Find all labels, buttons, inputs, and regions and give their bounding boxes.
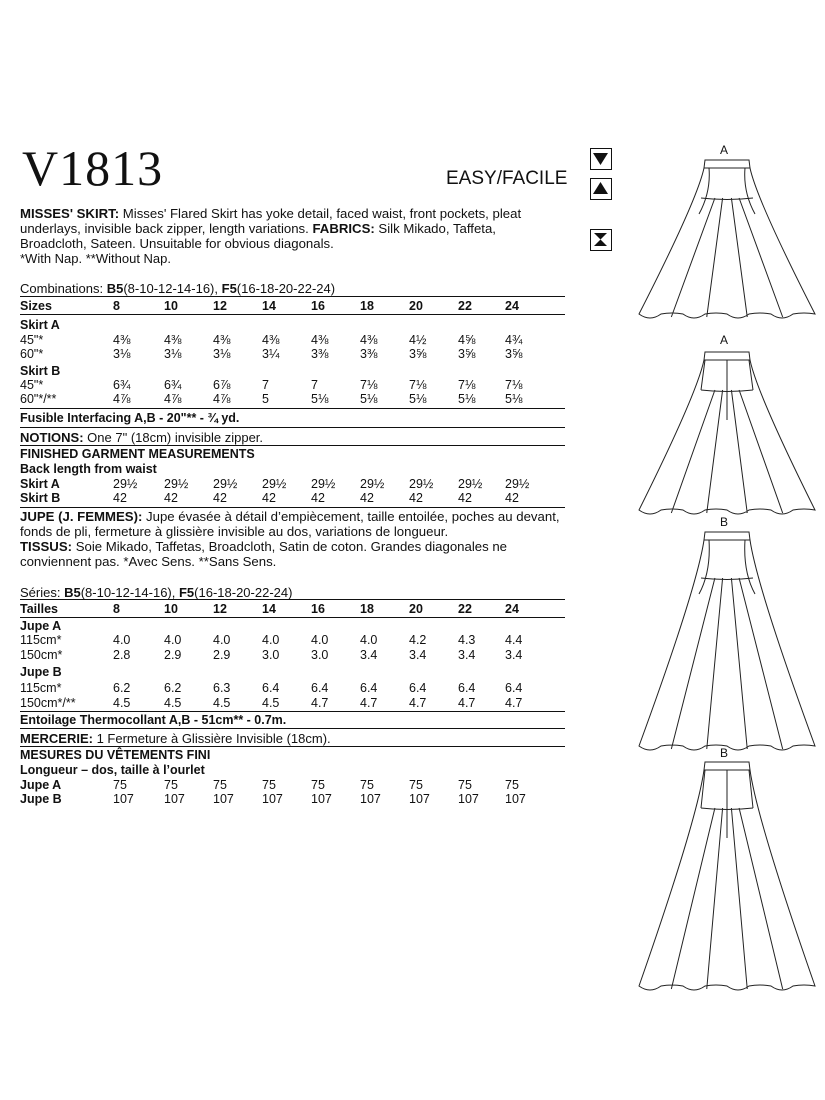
table-cell: 6⅞ <box>213 378 231 392</box>
sketch-label: B <box>719 746 728 760</box>
table-cell: 42 <box>360 491 374 505</box>
table-cell: 3⅝ <box>458 347 476 361</box>
table-cell: 4.0 <box>164 633 182 647</box>
tailles-header-row <box>20 602 565 616</box>
divider <box>20 711 565 712</box>
table-cell: 75 <box>409 778 423 792</box>
table-cell: 2.9 <box>164 648 182 662</box>
table-cell: 7⅛ <box>409 378 427 392</box>
table-cell: 3⅜ <box>360 347 378 361</box>
table-row <box>20 477 565 491</box>
mesures-heading-text: MESURES DU VÊTEMENTS FINI <box>20 748 211 762</box>
skirt-b-label-text: Skirt B <box>20 364 61 378</box>
table-cell: 29½ <box>213 477 238 491</box>
longueur-label-text: Longueur – dos, taille à l’ourlet <box>20 763 205 777</box>
nap-note: *With Nap. **Without Nap. <box>20 251 172 266</box>
table-cell: 3⅛ <box>113 347 131 361</box>
table-row <box>20 491 565 505</box>
table-cell: 4.5 <box>262 696 280 710</box>
nap-up-icon <box>590 178 612 200</box>
table-cell: 6.4 <box>360 681 378 695</box>
longueur-label <box>20 763 565 777</box>
table-cell: 75 <box>360 778 374 792</box>
table-cell: 6.4 <box>311 681 329 695</box>
skirt-sketch <box>632 530 822 760</box>
table-cell: 20 <box>409 299 423 313</box>
skirt-sketch <box>632 760 822 1000</box>
french-description: JUPE (J. FEMMES): Jupe évasée à détail d’empiècement, taille entoilée, poches au devant, fonds de pli, fermeture à glissière invisible au dos, variations de longueur. <box>20 509 560 539</box>
row-label: 45"* <box>20 333 44 347</box>
table-cell: 4.5 <box>213 696 231 710</box>
table-cell: 8 <box>113 299 120 313</box>
table-cell: 6.4 <box>262 681 280 695</box>
table-cell: 4.7 <box>409 696 427 710</box>
table-cell: 75 <box>458 778 472 792</box>
row-label: Tailles <box>20 602 58 616</box>
table-cell: 4⅜ <box>311 333 329 347</box>
row-label: 115cm* <box>20 681 62 695</box>
french-fabrics: TISSUS: Soie Mikado, Taffetas, Broadcloth, Satin de coton. Grandes diagonales ne conviennent pas. *Avec Sens. **Sans Sens. <box>20 539 508 569</box>
table-cell: 7⅛ <box>360 378 378 392</box>
table-cell: 6¾ <box>113 378 131 392</box>
table-row <box>20 333 565 347</box>
table-cell: 6.3 <box>213 681 231 695</box>
table-cell: 5⅛ <box>311 392 329 406</box>
table-cell: 3⅜ <box>311 347 329 361</box>
sketch-label: B <box>719 515 728 529</box>
table-cell: 6¾ <box>164 378 182 392</box>
table-cell: 29½ <box>458 477 483 491</box>
table-cell: 3⅝ <box>409 347 427 361</box>
back-length-label <box>20 462 565 476</box>
table-cell: 7 <box>311 378 318 392</box>
table-cell: 29½ <box>164 477 189 491</box>
table-cell: 29½ <box>262 477 287 491</box>
table-cell: 42 <box>409 491 423 505</box>
table-cell: 75 <box>262 778 276 792</box>
table-cell: 42 <box>262 491 276 505</box>
table-cell: 4.7 <box>505 696 523 710</box>
divider <box>20 408 565 409</box>
row-label: Sizes <box>20 299 52 313</box>
table-row <box>20 392 565 406</box>
mesures-heading <box>20 748 565 762</box>
table-cell: 4⅞ <box>213 392 231 406</box>
table-cell: 10 <box>164 602 178 616</box>
table-cell: 107 <box>505 792 526 806</box>
interfacing-line-text: Fusible Interfacing A,B - 20"** - ¾ yd. <box>20 411 240 425</box>
hourglass-icon <box>590 229 612 251</box>
row-label: 150cm*/** <box>20 696 76 710</box>
nap-down-icon <box>590 148 612 170</box>
table-cell: 75 <box>505 778 519 792</box>
row-label: Jupe A <box>20 778 62 792</box>
table-cell: 4.3 <box>458 633 476 647</box>
table-cell: 3.4 <box>360 648 378 662</box>
table-cell: 3⅝ <box>505 347 523 361</box>
table-cell: 3.4 <box>505 648 523 662</box>
table-row <box>20 378 565 392</box>
table-cell: 4⅞ <box>164 392 182 406</box>
table-cell: 3¼ <box>262 347 280 361</box>
row-label: Skirt A <box>20 477 60 491</box>
table-cell: 3.0 <box>311 648 329 662</box>
table-cell: 29½ <box>360 477 385 491</box>
table-cell: 7 <box>262 378 269 392</box>
table-cell: 75 <box>311 778 325 792</box>
jupe-b-label <box>20 665 565 679</box>
table-cell: 4.0 <box>360 633 378 647</box>
table-cell: 107 <box>458 792 479 806</box>
notions-line: NOTIONS: One 7" (18cm) invisible zipper. <box>20 430 264 445</box>
table-cell: 16 <box>311 602 325 616</box>
table-cell: 107 <box>164 792 185 806</box>
row-label: 45"* <box>20 378 44 392</box>
table-cell: 22 <box>458 602 472 616</box>
skirt-sketch <box>632 350 822 524</box>
skirt-b-label <box>20 364 565 378</box>
table-cell: 10 <box>164 299 178 313</box>
entoilage-line-text: Entoilage Thermocollant A,B - 51cm** - 0.7m. <box>20 713 287 727</box>
skirt-a-label <box>20 318 565 332</box>
table-cell: 3⅛ <box>164 347 182 361</box>
row-label: 60"*/** <box>20 392 57 406</box>
table-cell: 3⅛ <box>213 347 231 361</box>
table-cell: 4.0 <box>213 633 231 647</box>
table-cell: 4⅝ <box>458 333 476 347</box>
jupe-a-label <box>20 619 565 633</box>
jupe-a-label-text: Jupe A <box>20 619 62 633</box>
table-cell: 3.0 <box>262 648 280 662</box>
table-cell: 107 <box>360 792 381 806</box>
table-cell: 18 <box>360 602 374 616</box>
table-cell: 2.9 <box>213 648 231 662</box>
series-line: Séries: B5(8-10-12-14-16), F5(16-18-20-22-24) <box>20 585 293 600</box>
skirt-a-label-text: Skirt A <box>20 318 60 332</box>
table-row <box>20 778 565 792</box>
table-cell: 8 <box>113 602 120 616</box>
table-cell: 4.4 <box>505 633 523 647</box>
table-cell: 107 <box>113 792 134 806</box>
table-cell: 6.2 <box>113 681 131 695</box>
table-cell: 75 <box>213 778 227 792</box>
divider <box>20 617 565 618</box>
mercerie-line: MERCERIE: 1 Fermeture à Glissière Invisible (18cm). <box>20 731 331 746</box>
table-cell: 4¾ <box>505 333 523 347</box>
table-cell: 42 <box>113 491 127 505</box>
skirt-sketch <box>632 158 822 328</box>
table-cell: 75 <box>113 778 127 792</box>
row-label: 150cm* <box>20 648 63 662</box>
table-cell: 4.7 <box>360 696 378 710</box>
divider <box>20 599 565 600</box>
table-cell: 29½ <box>409 477 434 491</box>
table-cell: 20 <box>409 602 423 616</box>
table-row <box>20 633 565 647</box>
sketch-label: A <box>719 333 728 347</box>
table-cell: 2.8 <box>113 648 131 662</box>
table-cell: 4⅜ <box>213 333 231 347</box>
table-row <box>20 696 565 710</box>
table-cell: 4.7 <box>311 696 329 710</box>
table-cell: 107 <box>213 792 234 806</box>
row-label: Jupe B <box>20 792 62 806</box>
table-cell: 12 <box>213 299 227 313</box>
table-cell: 4.7 <box>458 696 476 710</box>
table-cell: 5⅛ <box>360 392 378 406</box>
table-cell: 7⅛ <box>458 378 476 392</box>
table-cell: 6.2 <box>164 681 182 695</box>
jupe-b-label-text: Jupe B <box>20 665 62 679</box>
table-cell: 14 <box>262 299 276 313</box>
divider <box>20 746 565 747</box>
table-cell: 5⅛ <box>409 392 427 406</box>
row-label: 115cm* <box>20 633 62 647</box>
table-cell: 3.4 <box>409 648 427 662</box>
table-cell: 24 <box>505 602 519 616</box>
table-row <box>20 648 565 662</box>
table-cell: 5⅛ <box>505 392 523 406</box>
table-cell: 4½ <box>409 333 427 347</box>
table-cell: 4⅜ <box>164 333 182 347</box>
table-cell: 6.4 <box>505 681 523 695</box>
table-cell: 42 <box>164 491 178 505</box>
table-cell: 4.5 <box>164 696 182 710</box>
table-cell: 5⅛ <box>458 392 476 406</box>
table-cell: 14 <box>262 602 276 616</box>
divider <box>20 507 565 508</box>
divider <box>20 296 565 297</box>
table-cell: 4.2 <box>409 633 427 647</box>
table-cell: 29½ <box>311 477 336 491</box>
table-cell: 4.0 <box>311 633 329 647</box>
table-cell: 12 <box>213 602 227 616</box>
table-cell: 42 <box>505 491 519 505</box>
divider <box>20 445 565 446</box>
table-cell: 4.0 <box>113 633 131 647</box>
table-cell: 6.4 <box>458 681 476 695</box>
divider <box>20 427 565 428</box>
table-row <box>20 347 565 361</box>
interfacing-line <box>20 411 565 425</box>
table-cell: 18 <box>360 299 374 313</box>
table-cell: 107 <box>262 792 283 806</box>
row-label: 60"* <box>20 347 44 361</box>
table-cell: 5 <box>262 392 269 406</box>
table-cell: 4⅜ <box>262 333 280 347</box>
table-cell: 22 <box>458 299 472 313</box>
table-row <box>20 681 565 695</box>
table-cell: 42 <box>311 491 325 505</box>
table-cell: 6.4 <box>409 681 427 695</box>
table-cell: 29½ <box>505 477 530 491</box>
finished-heading <box>20 447 565 461</box>
divider <box>20 728 565 729</box>
sizes-header-row <box>20 299 565 313</box>
table-cell: 4⅜ <box>113 333 131 347</box>
table-cell: 3.4 <box>458 648 476 662</box>
english-description: MISSES' SKIRT: Misses' Flared Skirt has yoke detail, faced waist, front pockets, pleat underlays, invisible back zipper, length variations. FABRICS: Silk Mikado, Taffeta, Broadcloth, Sateen. Unsuitable for obvious diagonals. <box>20 206 522 251</box>
table-cell: 29½ <box>113 477 138 491</box>
table-cell: 107 <box>311 792 332 806</box>
divider <box>20 314 565 315</box>
table-cell: 4⅞ <box>113 392 131 406</box>
difficulty-label: EASY/FACILE <box>446 168 568 189</box>
table-cell: 75 <box>164 778 178 792</box>
table-cell: 4.0 <box>262 633 280 647</box>
sketch-label: A <box>719 143 728 157</box>
table-cell: 42 <box>213 491 227 505</box>
back-length-label-text: Back length from waist <box>20 462 157 476</box>
row-label: Skirt B <box>20 491 61 505</box>
table-cell: 16 <box>311 299 325 313</box>
pattern-number: V1813 <box>22 140 164 196</box>
table-row <box>20 792 565 806</box>
table-cell: 7⅛ <box>505 378 523 392</box>
combinations-line: Combinations: B5(8-10-12-14-16), F5(16-18-20-22-24) <box>20 281 336 296</box>
table-cell: 42 <box>458 491 472 505</box>
table-cell: 107 <box>409 792 430 806</box>
table-cell: 4.5 <box>113 696 131 710</box>
finished-heading-text: FINISHED GARMENT MEASUREMENTS <box>20 447 255 461</box>
entoilage-line <box>20 713 565 727</box>
table-cell: 24 <box>505 299 519 313</box>
table-cell: 4⅜ <box>360 333 378 347</box>
